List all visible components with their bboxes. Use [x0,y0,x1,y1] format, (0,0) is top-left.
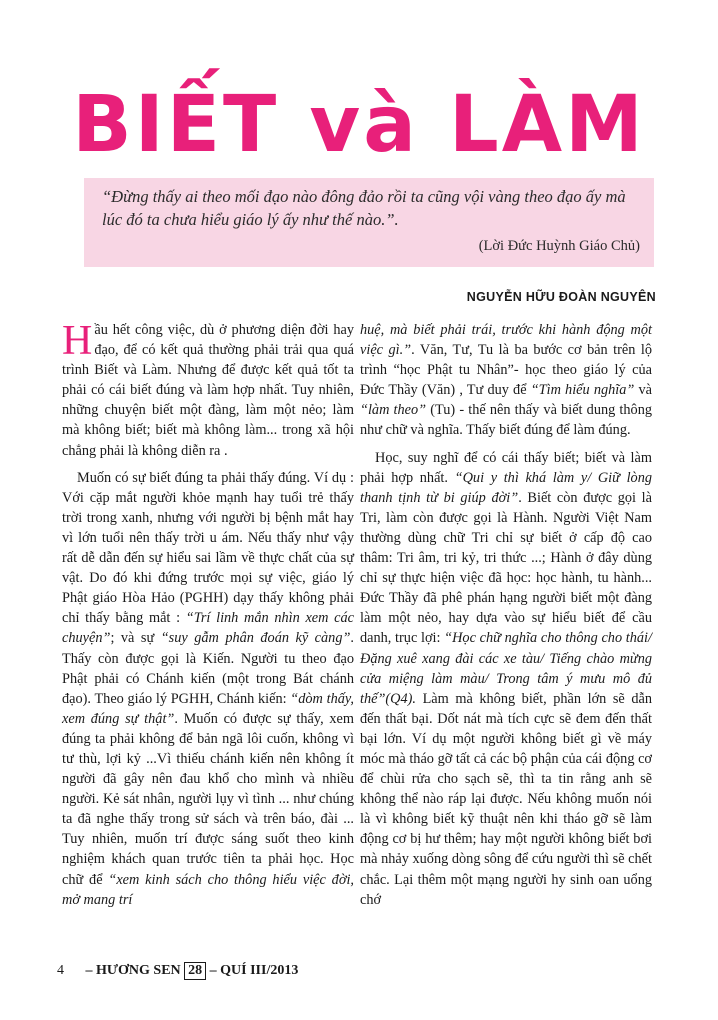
drop-cap: H [62,318,93,364]
scripture-quote: “Học chữ nghĩa cho thông cho thái/ Đặng xuê xang đài các xe tàu/ Tiếng chào mừng cửa miệng làm màu/ Trong tâm ý mưu mô đủ thế”(Q4). [360,630,653,707]
scripture-quote: “Tìm hiểu nghĩa” [530,382,635,399]
author-name: NGUYỄN HỮU ĐOÀN NGUYÊN [466,290,656,304]
paragraph-text: . Văn, Tư, Tu là ba bước cơ bản trên lộ trình “học Phật tu Nhân”- học theo giáo lý của Đức Thầy (Văn) , Tư duy để [360,342,652,399]
quote-attribution: (Lời Đức Huỳnh Giáo Chủ) [478,238,640,254]
paragraph [62,320,354,461]
paragraph [360,448,652,910]
scripture-quote: “xem kinh sách cho thông hiểu việc đời, mở mang trí [62,871,355,908]
right-column [360,320,652,910]
left-column [62,320,354,910]
scripture-quote: “Qui y thì khá làm y/ Giữ lòng thanh tịnh từ bi giúp đời” [360,469,652,506]
paragraph-text: . Biết còn được gọi là Tri, làm còn được gọi là Hành. Người Việt Nam thường dùng chữ Tri chỉ sự biết ở cấp độ cao thâm: Tri âm, tri kỷ, tri thức ...; Hành ở đây dùng chỉ sự thực hiện việc đã học: học hành, tu hành... Đức Thầy đã phê phán hạng người biết một đàng làm một nẻo, hay dựa vào sự hiểu biết để cầu danh, trục lợi: [360,489,652,647]
scripture-quote: “dòm thấy, xem đúng sự thật” [62,690,354,727]
paragraph [62,468,354,910]
issue-number: 28 [184,962,206,980]
scripture-quote: huệ, mà biết phải trái, trước khi hành động một việc gì.” [360,322,652,359]
paragraph-text: ; và sự [110,630,161,647]
scripture-quote: “suy gẫm phân đoán kỹ càng” [160,630,351,647]
scripture-quote: “làm theo” [360,402,427,419]
page-title: BIẾT và LÀM [72,80,646,170]
page-number: 4 [57,963,64,978]
publication-name: – HƯƠNG SEN [85,963,181,978]
paragraph [360,320,652,441]
quote-box [84,178,654,267]
paragraph-text: Muốn có sự biết đúng ta phải thấy đúng. Ví dụ : Với cặp mắt người khỏe mạnh hay tuổi trẻ thấy trời trong xanh, nhưng với người bị bệnh mắt hay vì lớn tuổi nên thấy trời u ám. Nếu thấy như vậy rất dễ dẫn đến sự hiểu sai lầm về thực chất của sự vật. Do đó khi đứng trước mọi sự việc, giáo lý Phật giáo Hòa Hảo (PGHH) dạy thấy không phải chỉ thấy bằng mắt : [62,469,354,627]
paragraph-text: và [634,382,652,399]
publication-date: – QUÍ III/2013 [209,963,299,978]
paragraph-text: (Tu) - thế nên thấy và biết dung thông như chữ và nghĩa. Thấy biết đúng để làm đúng. [360,402,652,439]
paragraph-text: Học, suy nghĩ để có cái thấy biết; biết và làm phải hợp nhất. [360,449,652,486]
scripture-quote: “Trí linh mắn nhìn xem các chuyện” [62,610,354,647]
page-footer [57,962,298,980]
paragraph-text: . Muốn có được sự thấy, xem đúng ta phải không để bản ngã lôi cuốn, không vì tư thù, lợi kỷ ...Vì thiếu chánh kiến nên không ít người đã gây nên đau khổ cho mình và nhiều người. Kẻ sát nhân, người lụy vì tình ... như chúng ta đã nghe thấy trong sử sách và trên báo, đài ... Tuy nhiên, muốn trí được sáng suốt theo kinh nghiệm khách quan trước tiên ta phải học. Học chữ để [62,710,354,888]
quote-text: “Đừng thấy ai theo mối đạo nào đông đảo rồi ta cũng vội vàng theo đạo ấy mà lúc đó ta chưa hiểu giáo lý ấy như thế nào.”. [102,187,626,229]
paragraph-text: Làm mà không biết, phần lớn sẽ dẫn đến thất bại. Dốt nát mà tích cực sẽ đem đến thất bại lớn. Ví dụ một người không biết gì về máy móc mà tháo gỡ tất cả các bộ phận của cái động cơ để chùi rửa cho sạch sẽ, thì ta tin rằng anh sẽ không thể nào ráp lại được. Nếu không muốn nói là vì không biết kỹ thuật nên khi tháo gỡ sẽ làm động cơ bị hư thêm; hay một người không biết bơi mà nhảy xuống dòng sông để cứu người thì sẽ chết chắc. Lại thêm một mạng người hy sinh oan uổng chớ [360,690,652,908]
paragraph-text: ầu hết công việc, dù ở phương diện đời hay đạo, để có kết quả thường phải trải qua quá trình Biết và Làm. Nhưng để được kết quả tốt ta phải có cái biết đúng và làm hợp nhất. Tuy nhiên, những chuyện biết một đàng, làm một nẻo; làm mà không biết; biết mà không làm... trong xã hội chẳng phải là không diễn ra . [62,322,354,459]
paragraph-text: . Thấy còn được gọi là Kiến. Người tu theo đạo Phật phải có Chánh kiến (một trong Bát chánh đạo). Theo giáo lý PGHH, Chánh kiến: [62,630,354,707]
